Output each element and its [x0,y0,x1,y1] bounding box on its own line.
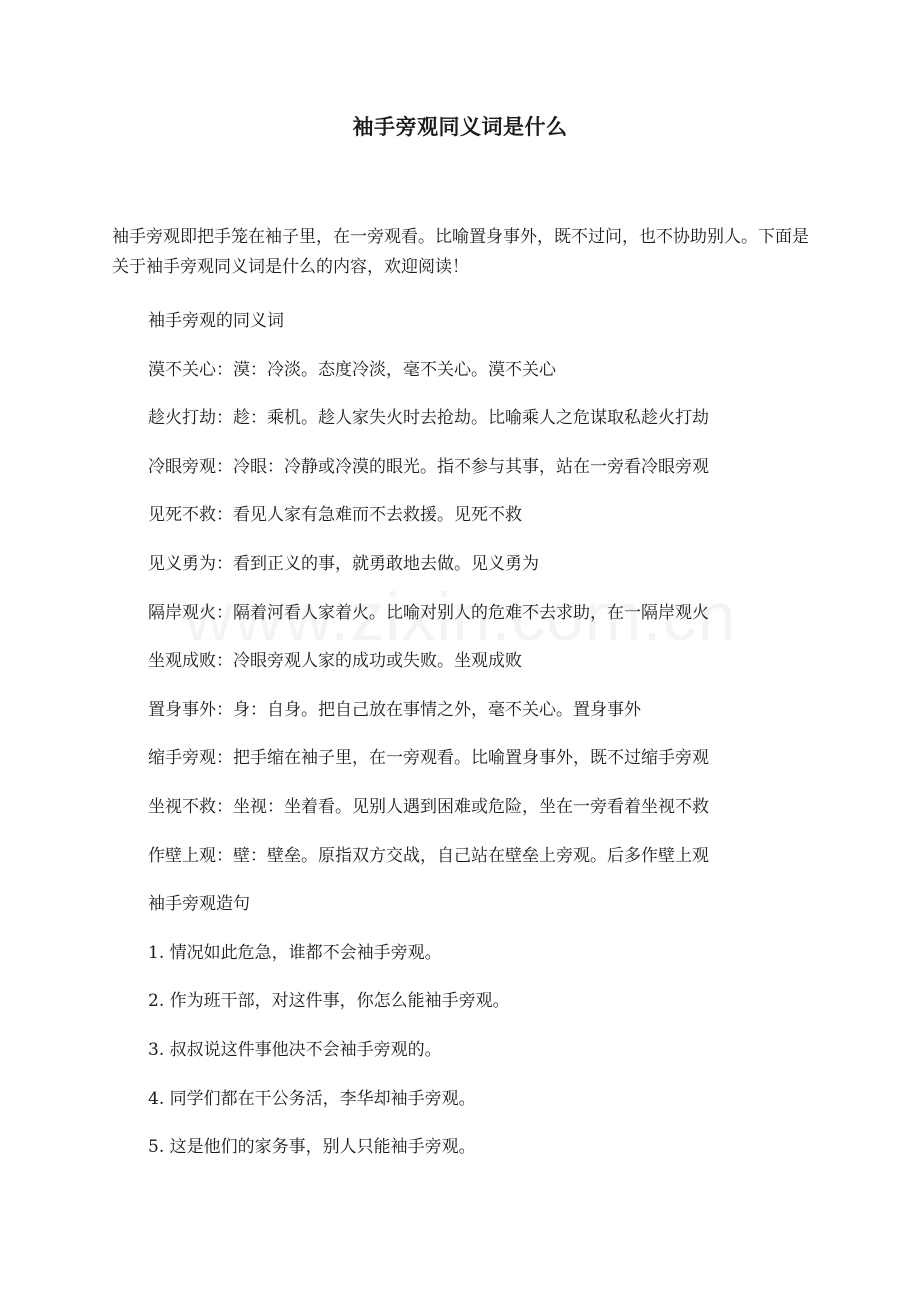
body-lines [148,305,709,1180]
synonym-item: 趁火打劫：趁：乘机。趁人家失火时去抢劫。比喻乘人之危谋取私趁火打劫 [148,408,709,429]
synonym-item: 见义勇为：看到正义的事，就勇敢地去做。见义勇为 [148,553,539,574]
synonym-item: 坐观成败：冷眼旁观人家的成功或失败。坐观成败 [148,651,522,672]
synonym-item: 置身事外：身：自身。把自己放在事情之外，毫不关心。置身事外 [148,699,641,720]
page-title: 袖手旁观同义词是什么 [352,114,568,139]
synonym-item: 隔岸观火：隔着河看人家着火。比喻对别人的危难不去求助，在一隔岸观火 [148,602,709,623]
sentence-item: 3. 叔叔说这件事他决不会袖手旁观的。 [148,1039,442,1060]
sentences-heading: 袖手旁观造句 [148,894,250,915]
synonym-item: 冷眼旁观：冷眼：冷静或冷漠的眼光。指不参与其事，站在一旁看冷眼旁观 [148,456,709,477]
synonym-item: 坐视不救：坐视：坐着看。见别人遇到困难或危险，坐在一旁看着坐视不救 [148,796,709,817]
sentence-item: 1. 情况如此危急，谁都不会袖手旁观。 [148,942,442,963]
sentence-item: 5. 这是他们的家务事，别人只能袖手旁观。 [148,1137,476,1158]
synonym-item: 作壁上观：壁：壁垒。原指双方交战，自己站在壁垒上旁观。后多作壁上观 [148,845,709,866]
sentence-item: 2. 作为班干部，对这件事，你怎么能袖手旁观。 [148,991,510,1012]
synonym-item: 缩手旁观：把手缩在袖子里，在一旁观看。比喻置身事外，既不过缩手旁观 [148,748,709,769]
sentence-item: 4. 同学们都在干公务活，李华却袖手旁观。 [148,1088,476,1109]
synonym-item: 见死不救：看见人家有急难而不去救援。见死不救 [148,505,522,526]
synonym-item: 漠不关心：漠：冷淡。态度冷淡，毫不关心。漠不关心 [148,359,556,380]
synonyms-heading: 袖手旁观的同义词 [148,311,284,331]
intro-paragraph: 袖手旁观即把手笼在袖子里，在一旁观看。比喻置身事外，既不过问，也不协助别人。下面是关于袖手旁观同义词是什么的内容，欢迎阅读！ [112,227,809,277]
